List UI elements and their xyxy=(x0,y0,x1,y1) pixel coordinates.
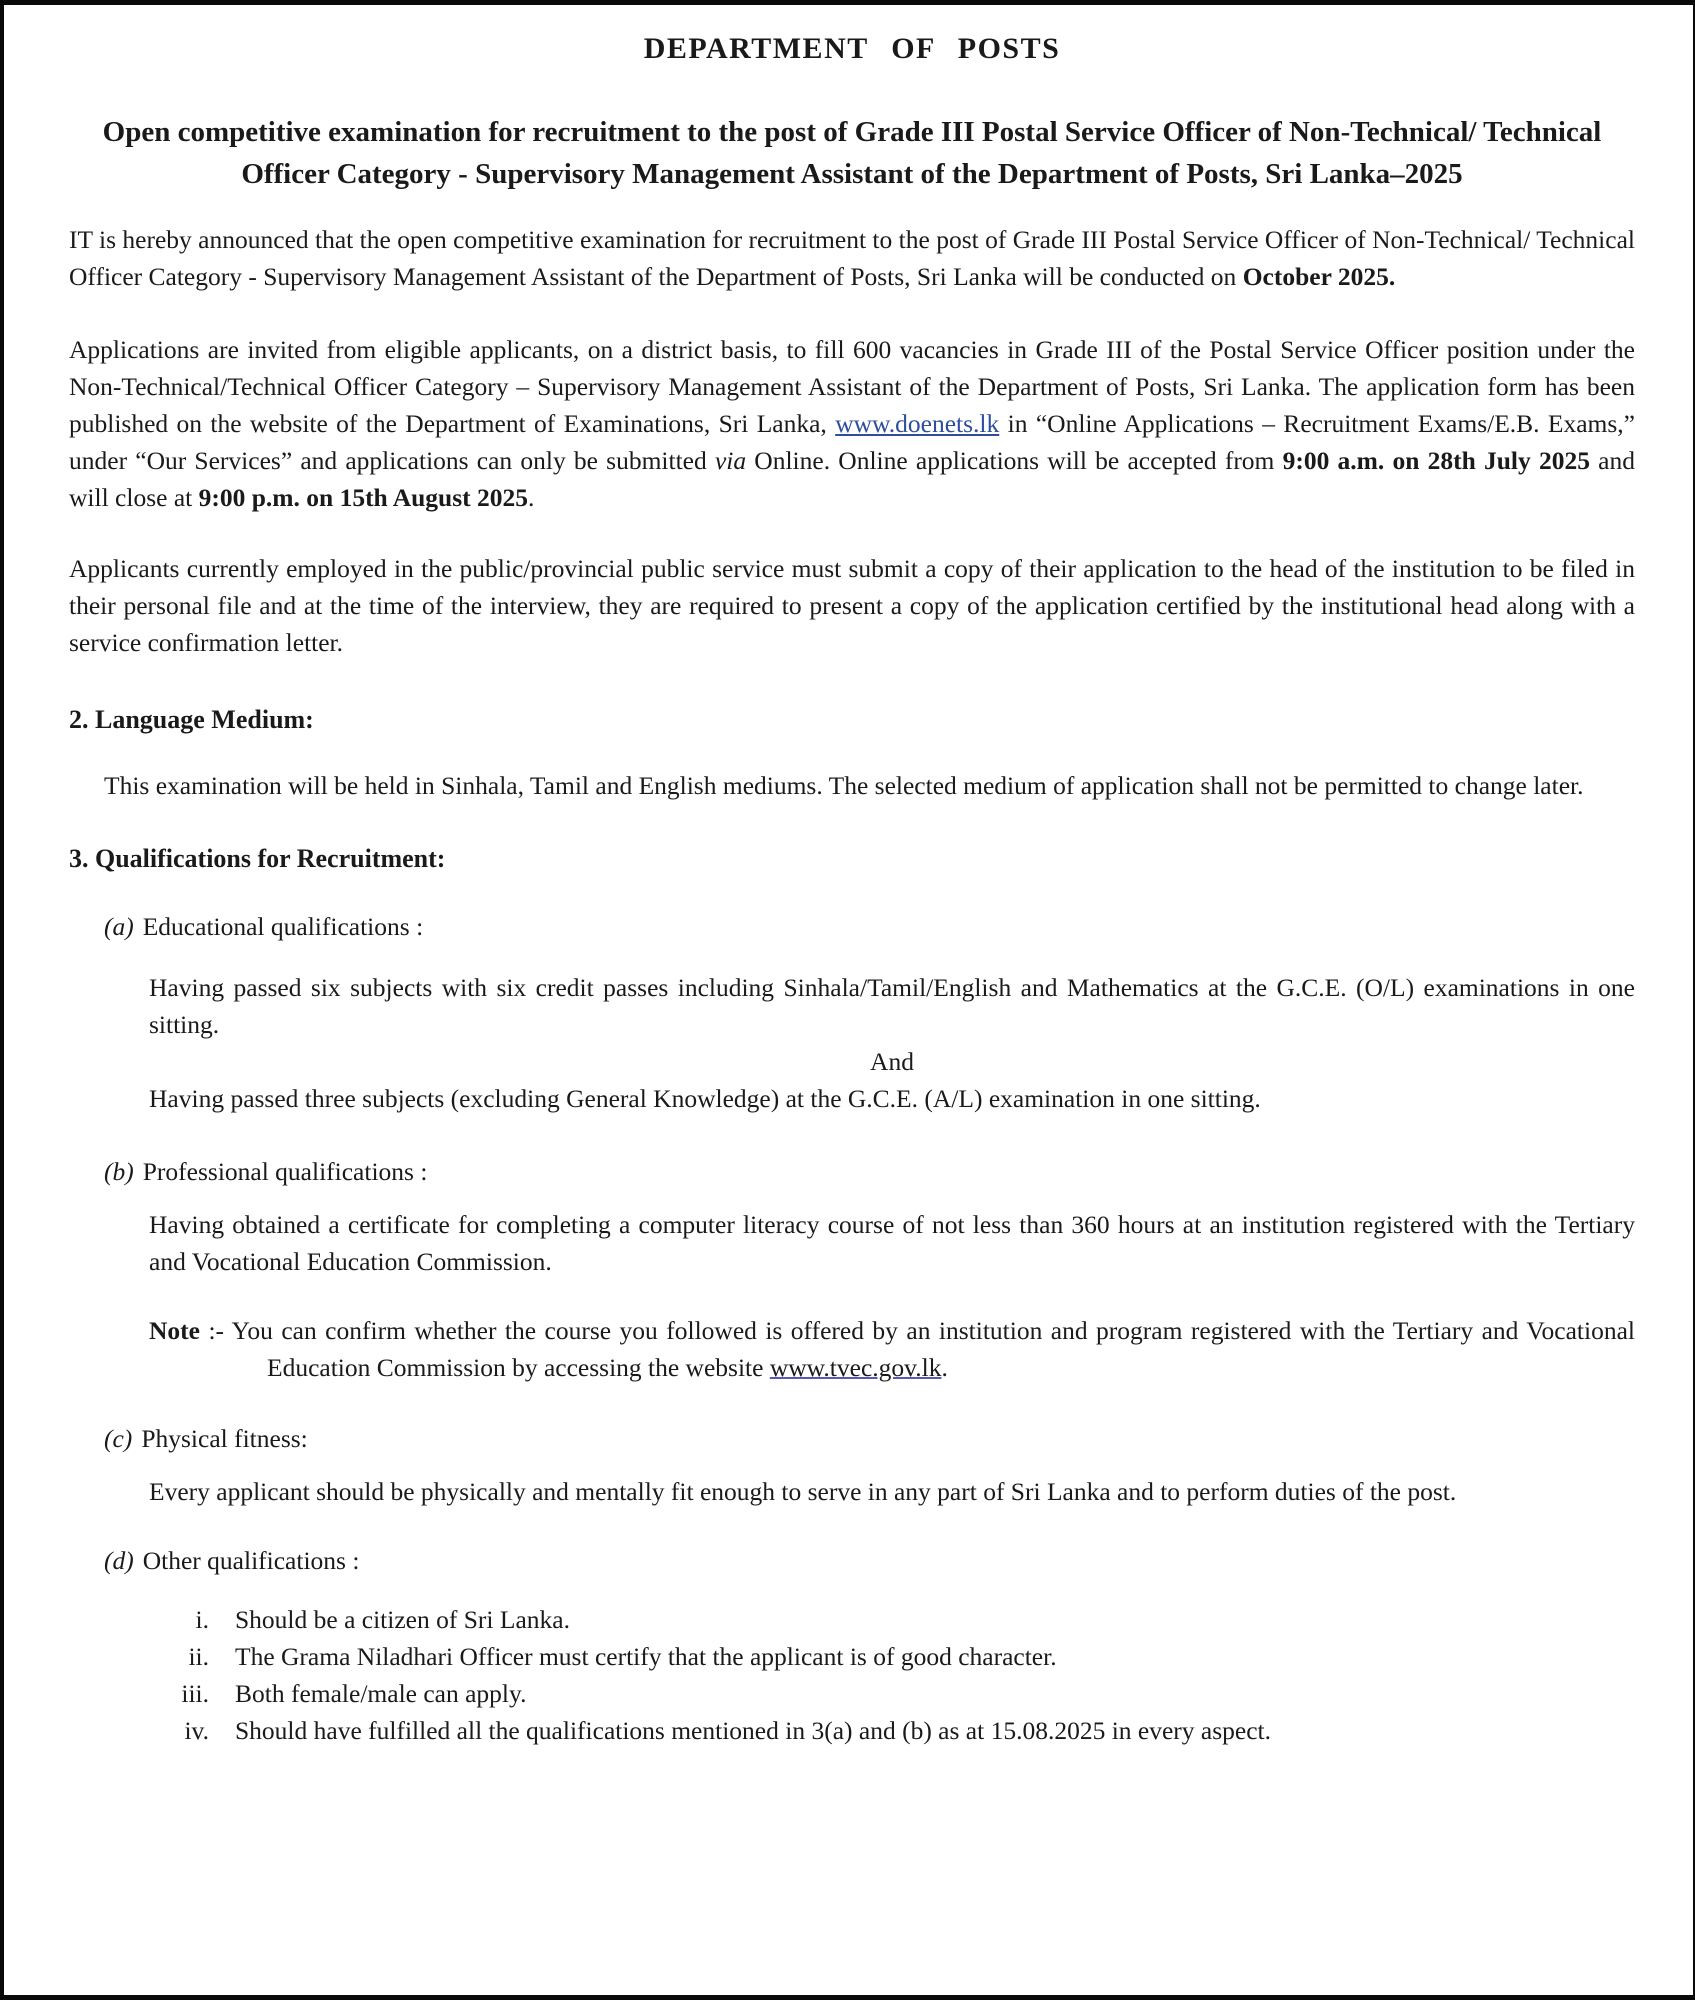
educational-qualification-al: Having passed three subjects (excluding General Knowledge) at the G.C.E. (A/L) examination in one sitting. xyxy=(149,1084,1261,1113)
list-item-number: iii. xyxy=(181,1679,209,1708)
text-segment: . xyxy=(528,483,535,512)
list-item-text: Should be a citizen of Sri Lanka. xyxy=(235,1605,570,1634)
subsection-d-heading xyxy=(104,1542,1635,1579)
text-segment: Applicants currently employed in the public/provincial public service must submit a copy of their application to the head of the institution to be filed in their personal file and at the time of the interview, they are required to present a copy of the application certified by the institutional head along with a service confirmation letter. xyxy=(69,554,1635,657)
list-item xyxy=(69,1675,1635,1712)
list-item-number: iv. xyxy=(184,1716,209,1745)
subsection-a-title: Educational qualifications : xyxy=(142,912,424,941)
text-segment: and will close at xyxy=(69,446,1635,512)
subsection-d-title: Other qualifications : xyxy=(142,1546,360,1575)
subsection-d-label: (d) xyxy=(104,1546,134,1575)
section-heading-language-medium: 2. Language Medium: xyxy=(69,705,314,734)
text-segment: Applications are invited from eligible applicants, on a district basis, to fill 600 vacancies in Grade III of the Postal Service Officer position under the Non-Technical/Technical Officer Category – Supervisory Management Assistant of the Department of Posts, Sri Lanka. The application form has been published on the website of the Department of Examinations, Sri Lanka, xyxy=(69,335,1635,438)
section-heading-qualifications: 3. Qualifications for Recruitment: xyxy=(69,844,446,873)
list-item-text: Both female/male can apply. xyxy=(235,1679,527,1708)
text-segment-b: Note xyxy=(149,1316,200,1345)
document-title: DEPARTMENT OF POSTS xyxy=(643,32,1061,65)
text-segment: in “Online Applications – Recruitment Exams/E.B. Exams,” under “Our Services” and applications can only be submitted xyxy=(69,409,1635,475)
text-segment: Online. Online applications will be accepted from xyxy=(746,446,1283,475)
subsection-b-label: (b) xyxy=(104,1157,134,1186)
intro-paragraph-3 xyxy=(69,550,1635,661)
doenets-link[interactable]: www.doenets.lk xyxy=(835,409,1000,438)
other-qualifications-list xyxy=(69,1601,1635,1749)
list-item-text: Should have fulfilled all the qualifications mentioned in 3(a) and (b) as at 15.08.2025 in every aspect. xyxy=(235,1716,1271,1745)
text-segment: . xyxy=(941,1353,948,1382)
list-item xyxy=(69,1601,1635,1638)
subsection-c-heading xyxy=(104,1420,1635,1457)
text-segment-b: October 2025. xyxy=(1242,262,1396,291)
subsection-a-heading xyxy=(104,908,1635,945)
subsection-c-title: Physical fitness: xyxy=(141,1424,308,1453)
educational-qualification-ol: Having passed six subjects with six credit passes including Sinhala/Tamil/English and Mathematics at the G.C.E. (O/L) examinations in one sitting. xyxy=(149,973,1635,1039)
subsection-a-body xyxy=(149,969,1635,1117)
physical-fitness-body: Every applicant should be physically and mentally fit enough to serve in any part of Sri Lanka and to perform duties of the post. xyxy=(149,1477,1457,1506)
subsection-a-label: (a) xyxy=(104,912,134,941)
text-segment-b: 9:00 p.m. on 15th August 2025 xyxy=(198,483,529,512)
intro-paragraph-2 xyxy=(69,331,1635,516)
text-segment: IT is hereby announced that the open competitive examination for recruitment to the post of Grade III Postal Service Officer of Non-Technical/ Technical Officer Category - Supervisory Management Assistant of the Department of Posts, Sri Lanka will be conducted on xyxy=(69,225,1635,291)
tvec-link[interactable]: www.tvec.gov.lk xyxy=(769,1353,942,1382)
subsection-b-heading xyxy=(104,1153,1635,1190)
list-item-text: The Grama Niladhari Officer must certify that the applicant is of good character. xyxy=(235,1642,1057,1671)
list-item xyxy=(69,1638,1635,1675)
text-segment-i: via xyxy=(714,446,747,475)
text-segment-b: 9:00 a.m. on 28th July 2025 xyxy=(1282,446,1590,475)
and-connector: And xyxy=(870,1047,914,1076)
professional-qualification-body: Having obtained a certificate for completing a computer literacy course of not less than 360 hours at an institution registered with the Tertiary and Vocational Education Commission. xyxy=(149,1210,1635,1276)
language-medium-body: This examination will be held in Sinhala, Tamil and English mediums. The selected medium of application shall not be permitted to change later. xyxy=(104,771,1584,800)
list-item-number: ii. xyxy=(188,1642,209,1671)
text-segment: :- You can confirm whether the course you followed is offered by an institution and program registered with the Tertiary and Vocational Education Commission by accessing the website xyxy=(199,1316,1635,1382)
list-item-number: i. xyxy=(195,1605,209,1634)
notice-heading: Open competitive examination for recruitment to the post of Grade III Postal Service Officer of Non-Technical/ Technical Officer Category - Supervisory Management Assistant of the Department of Posts, Sri Lanka–2025 xyxy=(102,116,1602,190)
list-item xyxy=(69,1712,1635,1749)
subsection-c-label: (c) xyxy=(104,1424,133,1453)
note-paragraph xyxy=(149,1312,1635,1386)
intro-paragraph-1 xyxy=(69,221,1635,295)
subsection-b-title: Professional qualifications : xyxy=(142,1157,428,1186)
